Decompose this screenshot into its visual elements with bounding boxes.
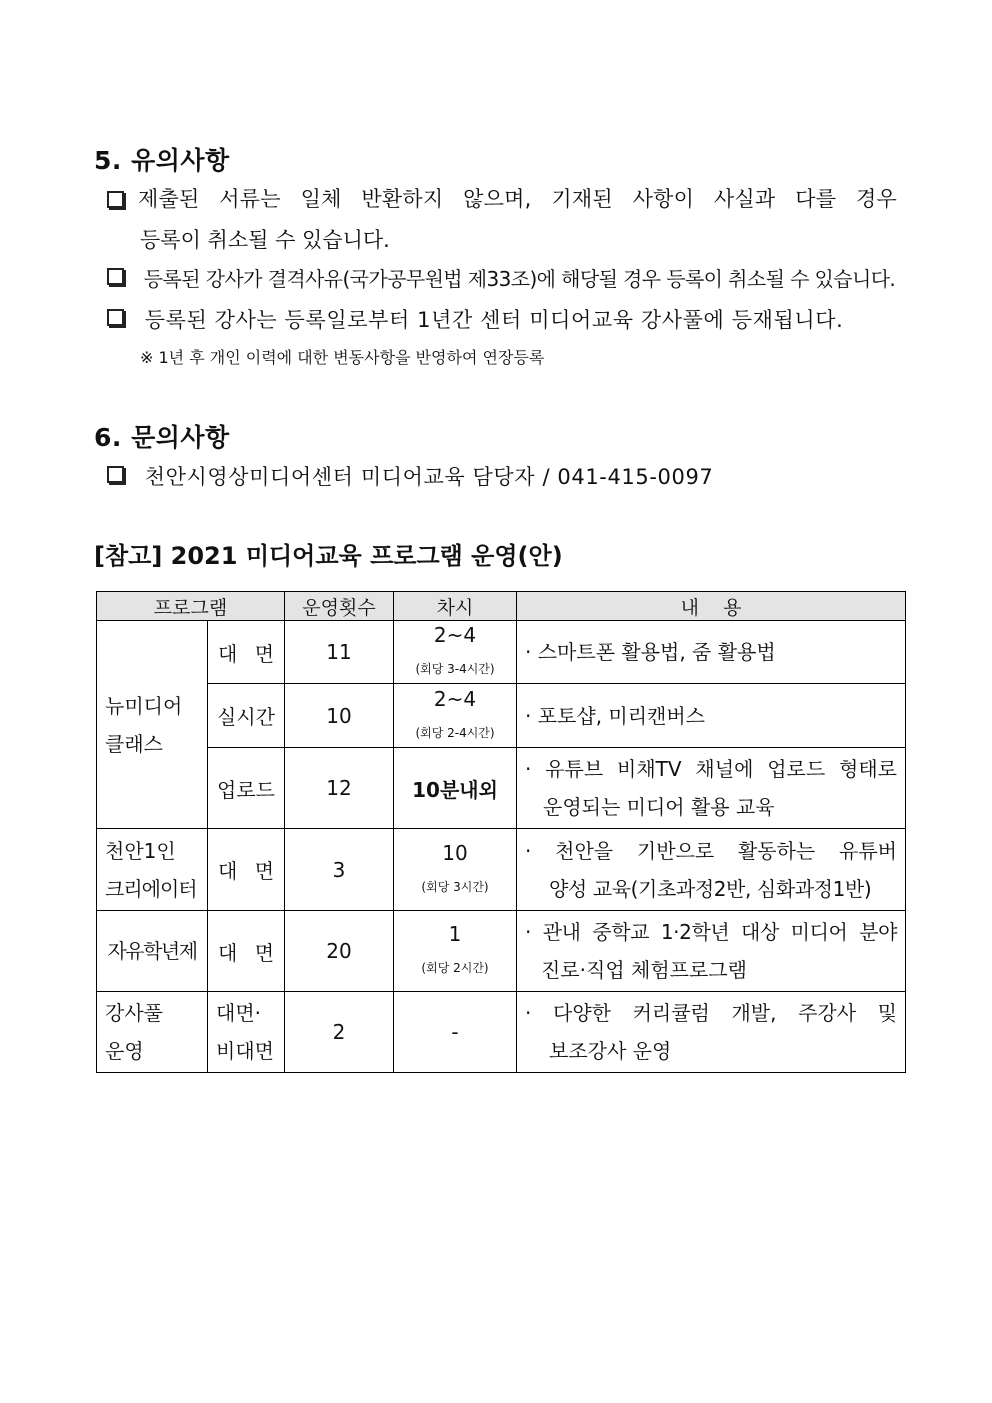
sessions-cell	[394, 621, 517, 684]
list-item	[107, 457, 713, 497]
count-cell: 11	[285, 621, 394, 684]
sessions-cell	[394, 911, 517, 992]
sessions-cell: -	[394, 992, 517, 1073]
sessions-value: 1	[448, 922, 462, 946]
table-row	[97, 621, 906, 684]
sub-cell: 실시간	[208, 684, 285, 748]
content-line: · 스마트폰 활용법, 줌 활용법	[525, 640, 776, 664]
table-row	[97, 829, 906, 911]
sessions-note: (회당 3-4시간)	[415, 662, 495, 676]
sessions-cell: 10분내외	[394, 748, 517, 829]
checkbox-square-icon	[107, 466, 124, 483]
list-item-text: 천안시영상미디어센터 미디어교육 담당자 / 041-415-0097	[144, 465, 714, 489]
content-cell	[517, 829, 906, 911]
list-item-text: 제출된 서류는 일체 반환하지 않으며, 기재된 사항이 사실과 다를 경우	[138, 187, 897, 211]
header-sessions: 차시	[394, 592, 517, 621]
sessions-cell	[394, 684, 517, 748]
header-content	[517, 592, 906, 621]
header-content-label: 내 용	[680, 596, 742, 619]
category-line: 운영	[105, 1039, 144, 1063]
sub-label: 대 면	[218, 940, 275, 965]
checkbox-square-icon	[107, 191, 124, 208]
content-line: · 유튜브 비채TV 채널에 업로드 형태로	[525, 757, 898, 781]
category-line: 천안1인	[105, 838, 176, 863]
count-cell: 10	[285, 684, 394, 748]
checkbox-square-icon	[107, 268, 124, 285]
table-header-row	[97, 592, 906, 621]
category-line: 클래스	[105, 731, 163, 756]
category-cell: 자유학년제	[97, 911, 208, 992]
sub-label: 대면·	[216, 1001, 261, 1025]
header-program: 프로그램	[97, 592, 285, 621]
sessions-cell	[394, 829, 517, 911]
table-row	[97, 684, 906, 748]
section5-title: 5. 유의사항	[94, 146, 230, 175]
content-line: 보조강사 운영	[549, 1039, 672, 1063]
count-cell: 12	[285, 748, 394, 829]
sub-label: 비대면	[216, 1039, 274, 1063]
content-line: 진로·직업 체험프로그램	[541, 958, 747, 982]
content-cell	[517, 911, 906, 992]
category-cell	[97, 992, 208, 1073]
header-count: 운영횟수	[285, 592, 394, 621]
sessions-note: (회당 3시간)	[421, 879, 489, 894]
sessions-note: (회당 2-4시간)	[415, 725, 495, 740]
count-cell: 20	[285, 911, 394, 992]
note-text: ※ 1년 후 개인 이력에 대한 변동사항을 반영하여 연장등록	[140, 348, 545, 367]
content-line: · 관내 중학교 1·2학년 대상 미디어 분야	[525, 920, 898, 944]
sessions-value: 2~4	[433, 623, 477, 647]
list-item-text: 등록된 강사는 등록일로부터 1년간 센터 미디어교육 강사풀에 등재됩니다.	[144, 308, 844, 332]
count-cell: 2	[285, 992, 394, 1073]
content-line: 운영되는 미디어 활용 교육	[543, 795, 775, 819]
content-line: 양성 교육(기초과정2반, 심화과정1반)	[549, 876, 872, 901]
sessions-value: 2~4	[433, 686, 477, 711]
content-cell	[517, 748, 906, 829]
sub-label: 대 면	[218, 859, 275, 883]
content-line: · 천안을 기반으로 활동하는 유튜버	[525, 838, 898, 863]
content-cell	[517, 992, 906, 1073]
reference-title: [참고] 2021 미디어교육 프로그램 운영(안)	[94, 542, 563, 570]
category-cell	[97, 829, 208, 911]
sub-cell	[208, 829, 285, 911]
content-line: · 포토샵, 미리캔버스	[525, 703, 706, 728]
content-cell	[517, 684, 906, 748]
section6-title: 6. 문의사항	[94, 423, 230, 452]
program-table	[96, 591, 906, 1073]
sub-cell	[208, 992, 285, 1073]
content-line: · 다양한 커리큘럼 개발, 주강사 및	[525, 1001, 898, 1025]
list-item	[107, 259, 895, 299]
table-row	[97, 911, 906, 992]
list-item-continuation: 등록이 취소될 수 있습니다.	[140, 228, 390, 252]
count-cell: 3	[285, 829, 394, 911]
content-cell	[517, 621, 906, 684]
list-item-text: 등록된 강사가 결격사유(국가공무원법 제33조)에 해당될 경우 등록이 취소될 수 있습니다.	[143, 267, 896, 291]
list-item	[107, 300, 843, 340]
category-line: 크리에이터	[105, 876, 197, 901]
sub-cell	[208, 621, 285, 684]
sessions-value: 10	[442, 840, 468, 865]
checkbox-square-icon	[107, 309, 124, 326]
sessions-note: (회당 2시간)	[421, 961, 489, 975]
sub-cell: 업로드	[208, 748, 285, 829]
table-row	[97, 748, 906, 829]
category-line: 뉴미디어	[105, 693, 183, 718]
sub-label: 대 면	[218, 641, 275, 666]
sub-cell	[208, 911, 285, 992]
category-cell	[97, 621, 208, 829]
list-item	[107, 179, 897, 219]
table-row	[97, 992, 906, 1073]
category-line: 강사풀	[105, 1001, 163, 1025]
